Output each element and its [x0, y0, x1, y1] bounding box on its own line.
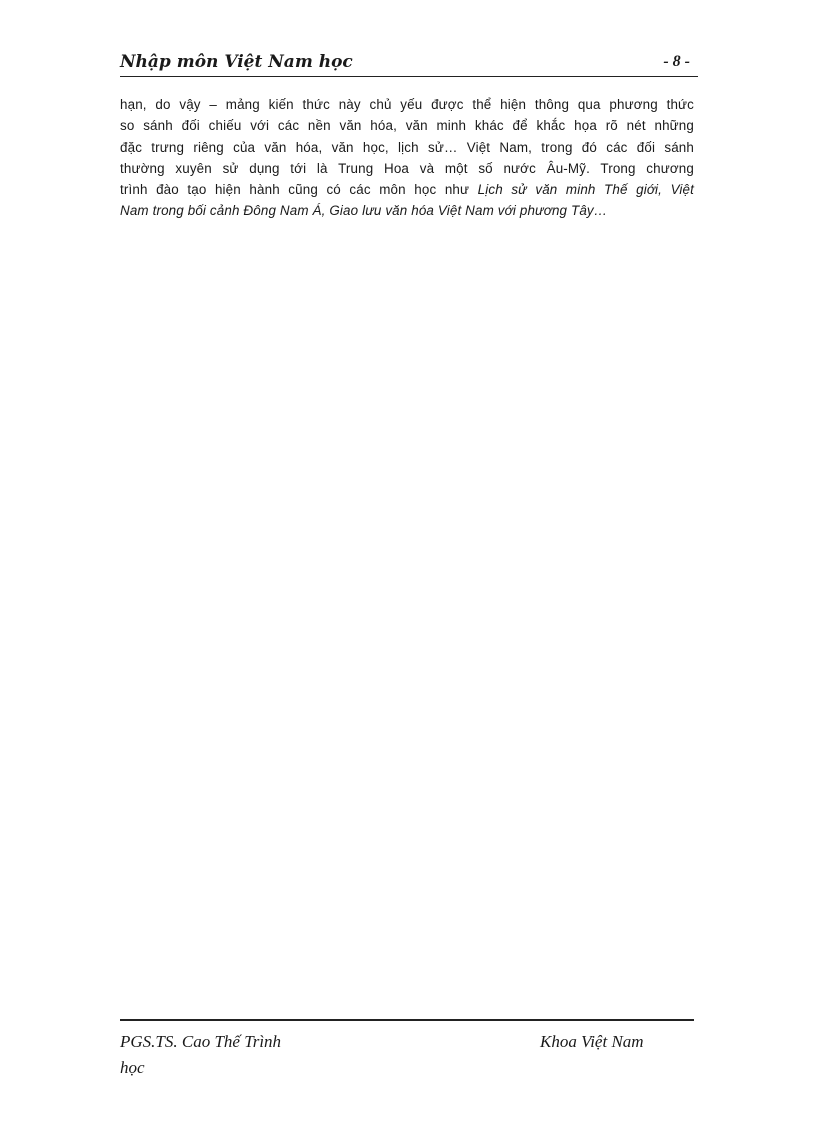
paragraph-line: thường xuyên sử dụng tới là Trung Hoa và một số nước Âu-Mỹ. Trong chương [120, 160, 694, 176]
author-name-continued: học [120, 1058, 145, 1077]
footer-author [120, 1029, 281, 1081]
author-name: PGS.TS. Cao Thế Trình [120, 1032, 282, 1051]
paragraph-text: trình đào tạo hiện hành cũng có các môn học như [120, 182, 478, 198]
paragraph-line: đặc trưng riêng của văn hóa, văn học, lịch sử… Việt Nam, trong đó các đối sánh [120, 139, 694, 155]
paragraph-line [120, 200, 694, 221]
paragraph-line [120, 179, 694, 200]
footer-divider [120, 1019, 694, 1021]
document-title: Nhập môn Việt Nam học [120, 52, 353, 72]
page-header [120, 50, 698, 76]
body-paragraph [120, 94, 694, 222]
paragraph-line: hạn, do vậy – mảng kiến thức này chủ yếu được thể hiện thông qua phương thức [120, 97, 694, 112]
footer-department: Khoa Việt Nam [540, 1032, 644, 1051]
page-number: - 8 - [663, 53, 690, 70]
paragraph-line: so sánh đối chiếu với các nền văn hóa, văn minh khác để khắc họa rõ nét những [120, 118, 694, 134]
course-title-italic: Nam trong bối cảnh Đông Nam Á, Giao lưu văn hóa Việt Nam với phương Tây… [120, 203, 608, 219]
course-title-italic: Lịch sử văn minh Thế giới, Việt [477, 182, 695, 198]
header-divider [120, 76, 698, 77]
